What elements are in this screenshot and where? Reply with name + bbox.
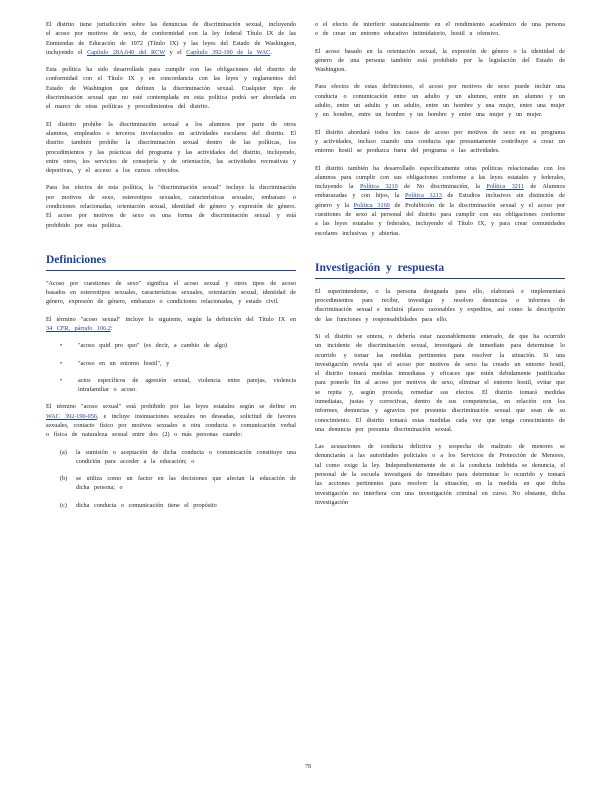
paragraph-text: de No discriminación, la — [397, 183, 487, 191]
paragraph-text: . — [270, 48, 272, 56]
list-marker: (a) — [60, 448, 67, 456]
list-item-text: "acoso en un entorno hostil", y — [78, 359, 170, 367]
list-item-text: actos específicos de agresión sexual, violencia entre parejas, violencia intrafamiliar o acoso. — [78, 376, 296, 394]
list-item — [46, 501, 296, 510]
list-item — [46, 474, 296, 493]
definition-scope-paragraph: Para los efectos de esta política, la "discriminación sexual" incluye la discriminación por motivos de sexo, estereotipos sexuales, características sexuales, embarazo o condiciones relacionadas, orientación sexual, identidad de género y expresión de género. El acoso por motivos de sexo es una forma de discriminación sexual y está prohibido por esta política. — [46, 184, 296, 229]
policy-3213-link[interactable]: Política 3213 — [404, 192, 442, 200]
cfr-link[interactable]: 34 CFR, párrafo 106.2 — [46, 324, 111, 332]
conditions-list — [46, 448, 296, 510]
section-divider — [315, 278, 565, 279]
paragraph-text: El distrito también ha desarrollado específicamente otras políticas relacionadas con los alumnos para cumplir con sus obligaciones conforme a las leyes estatales y federales, incluyendo la — [315, 164, 565, 191]
list-item — [46, 359, 296, 368]
paragraph-text: El término "acoso sexual" está prohibido por las leyes estatales según se define en — [46, 403, 296, 411]
wac-392-link[interactable]: WAC 392-190-056 — [46, 412, 97, 420]
section-divider — [46, 270, 296, 271]
criminal-conduct-paragraph: Las acusaciones de conducta delictiva y sospecha de maltrato de menores se denunciarán a las autoridades policiales o a los Servicios de Protección de Menores, tal como exige la ley. Independientemente de si la conducta indebida se denuncia, el personal de la escuela investigará de inmediato para determinar lo ocurrido y tomará las acciones pertinentes para resolver la situación, en la medida en que dicha investigación no interfiera con una investigación criminal en curso. No obstante, dicha investigación — [315, 443, 565, 506]
bullet-icon: • — [60, 342, 63, 350]
paragraph-text: El término "acoso sexual" incluye lo siguiente, según la definición del Título IX en — [46, 315, 296, 323]
policy-3160-link[interactable]: Política 3160 — [353, 201, 390, 209]
investigation-paragraph: Si el distrito se entera, o debería estar razonablemente enterado, de que ha ocurrido un incidente de discriminación sexual, investigará de inmediato para determinar lo ocurrido y tomar las medidas pertinentes para resolver la situación. Si una investigación revela que el acoso por motivos de sexo ha creado un entorno hostil, el distrito tomará medidas inmediatas y eficaces que estén debidamente justificadas para ponerle fin al acoso por motivos de sexo, eliminar el entorno hostil, evitar que se repita y, según proceda, remediar sus efectos. El distrito tomará medidas inmediatas, justas y correctivas, dentro de sus competencias, en relación con los informes, denuncias y agravios por presunta discriminación sexual que sean de su conocimiento. El distrito tomará estas medidas cada vez que tenga conocimiento de una denuncia por presunta discriminación sexual. — [315, 332, 565, 433]
list-item-text: "acoso quid pro quo" (es decir, a cambio de algo) — [78, 342, 227, 350]
list-item — [46, 448, 296, 467]
page-number: 78 — [305, 764, 311, 770]
title-ix-definition-paragraph — [46, 315, 296, 334]
list-marker: (b) — [60, 475, 68, 483]
paragraph-text: de Estudios inclusivos sin distinción de género y la — [315, 192, 566, 209]
paragraph-text: , e incluye insinuaciones sexuales no deseadas, solicitud de favores sexuales, contacto físico por motivos sexuales u otra conducta o comunicación verbal o física de naturaleza sexual entre dos (2) o más personas cuando: — [46, 412, 296, 439]
paragraph-text: de Prohibición de la discriminación sexual y el acoso por cuestiones de sexo al personal del distrito para cumplir con sus obligaciones conforme a las leyes estatales y federales, incluyendo el Título IX, y para crear comunidades escolares inclusivas y abiertas. — [315, 201, 565, 237]
hostile-environment-paragraph: El distrito abordará todos los casos de acoso por motivos de sexo en su programa y actividades, incluso cuando una conducta que presuntamente contribuye a crear un entorno hostil se produzca fuera del programa o las actividades. — [315, 128, 565, 155]
paragraph-text: de Alumnos embarazadas y con hijos, la — [315, 183, 566, 200]
conduct-scope-paragraph: Para efectos de estas definiciones, el acoso por motivos de sexo puede incluir una conducta o comunicación entre un adulto y un alumno, entre un alumno y un adulto, entre un adulto y un adulto, entre un hombre y una mujer, entre una mujer y un hombre, entre un hombre y un hombre y entre una mujer y un mujer. — [315, 83, 565, 119]
related-policies-paragraph — [315, 164, 565, 238]
wac-link[interactable]: Capítulo 392-190 de la WAC — [186, 48, 271, 56]
policy-purpose-paragraph: Esta política ha sido desarrollada para cumplir con las obligaciones del distrito de conformidad con el Título IX y en concordancia con las leyes y reglamentos del Estado de Washington que definen la discriminación sexual. Cualquier tipo de discriminación sexual que no esté contemplada en esta política podrá ser abordada en el marco de otras políticas y procedimientos del distrito. — [46, 66, 296, 111]
paragraph-text: y el — [165, 48, 187, 56]
title-ix-list — [46, 341, 296, 394]
policy-3211-link[interactable]: Política 3211 — [486, 183, 524, 191]
list-item-text: dicha conducta o comunicación tiene el propósito — [76, 501, 217, 509]
list-marker: (c) — [60, 501, 67, 509]
state-law-definition-paragraph — [46, 402, 296, 439]
section-heading-definiciones: Definiciones — [46, 253, 107, 266]
list-item-text: la sumisión o aceptación de dicha conducta o comunicación constituye una condición para acceder a la educación; o — [76, 448, 296, 465]
continuation-paragraph: o el efecto de interferir sustancialmente en el rendimiento académico de una persona o de crear un entorno educativo intimidatorio, hostil u ofensivo. — [315, 21, 565, 38]
procedures-paragraph: El superintendente, o la persona designada para ello, elaborará e implementará procedimientos para recibir, investigar y resolver denuncias o informes de discriminación sexual e incluirá plazos razonables y expeditos, así como la descripción de las funciones y responsabilidades para ello. — [315, 287, 565, 323]
jurisdiction-paragraph — [46, 20, 296, 57]
bullet-icon: • — [60, 359, 63, 367]
rcw-link[interactable]: Capítulo 28A.640 del RCW — [87, 48, 166, 56]
prohibition-paragraph: El distrito prohíbe la discriminación sexual a los alumnos por parte de otros alumnos, empleados o terceros involucrados en actividades escolares del distrito. El distrito también prohíbe la discriminación sexual dentro de las políticas, los procedimientos y las prácticas del programa y las actividades del distrito, incluyendo, entre otros, los servicios de consejería y de orientación, las actividades recreativas y deportivas, y el acceso a los cursos ofrecidos. — [46, 120, 296, 175]
bullet-icon: • — [60, 376, 63, 384]
list-item — [46, 341, 296, 350]
left-column — [46, 20, 296, 518]
harassment-definition-paragraph: "Acoso por cuestiones de sexo" significa el acoso sexual y otros tipos de acoso basados en estereotipos sexuales, características sexuales, orientación sexual, identidad de género, expresión de género, embarazo o condiciones relacionadas, y estado civil. — [46, 279, 297, 306]
policy-3210-link[interactable]: Política 3210 — [359, 183, 398, 191]
section-heading-investigacion: Investigación y respuesta — [315, 261, 445, 274]
list-item-text: se utiliza como un factor en las decisiones que afectan la educación de dicha persona; o — [76, 475, 296, 492]
list-item — [46, 376, 296, 395]
right-column — [315, 20, 565, 515]
paragraph-text: El distrito tiene jurisdicción sobre las denuncias de discriminación sexual, incluyendo el acoso por motivos de sexo, de conformidad con la ley federal Título IX de las Enmiendas de Educación de 1972 (Título IX) y las leyes del Estado de Washington, incluyendo el — [46, 21, 296, 56]
paragraph-text: : — [110, 324, 113, 332]
state-law-paragraph: El acoso basado en la orientación sexual, la expresión de género o la identidad de género de una persona también está prohibido por la legislación del Estado de Washington. — [315, 47, 565, 74]
